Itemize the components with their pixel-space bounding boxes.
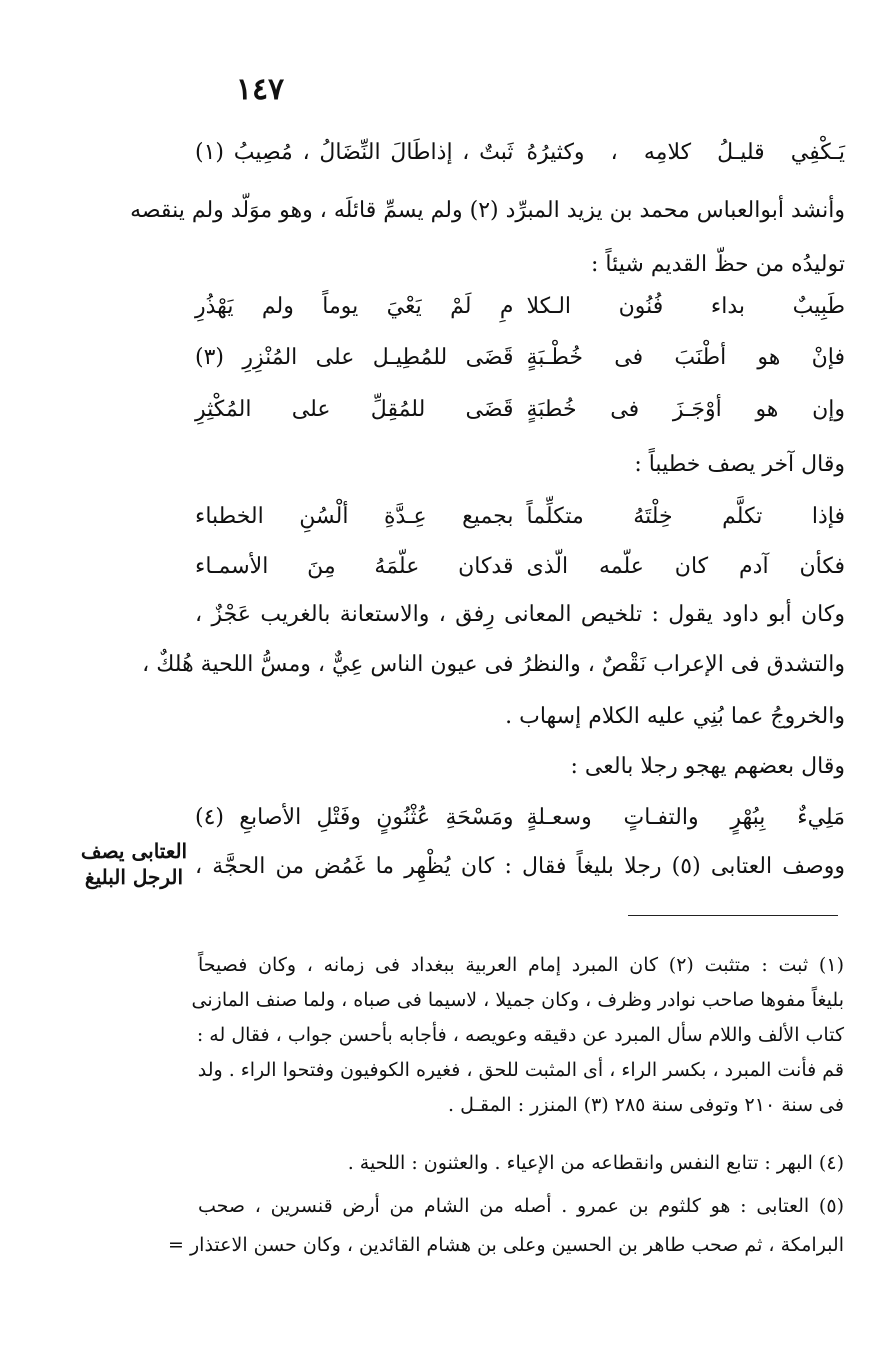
verse-line xyxy=(195,803,845,832)
footnote-line: فى سنة ٢١٠ وتوفى سنة ٢٨٥ (٣) المنزر : المقـل . xyxy=(448,1094,844,1116)
paragraph-line: وقال بعضهم يهجو رجلا بالعى : xyxy=(570,754,845,779)
margin-note-line: الرجل البليغ xyxy=(84,865,184,889)
paragraph-line: والخروجُ عما بُنِي عليه الكلام إسهاب . xyxy=(505,704,845,729)
verse-hemistich-left: ثَبتٌ ، إذاطَالَ النِّضَالُ ، مُصِيبُ (١) xyxy=(195,140,514,165)
footnote-separator xyxy=(628,915,838,916)
margin-note xyxy=(78,838,190,890)
margin-note-line: العتابى يصف xyxy=(80,839,188,863)
verse-hemistich-left: مِ لَمْ يَعْيَ يوماً ولم يَهْذُرِ xyxy=(195,294,514,319)
paragraph-line: توليدُه من حظّ القديم شيئاً : xyxy=(591,252,845,277)
verse-line xyxy=(195,502,845,531)
paragraph-line: وكان أبو داود يقول : تلخيص المعانى رِفق ، والاستعانة بالغريب عَجْزٌ ، xyxy=(195,602,845,627)
page-number: ١٤٧ xyxy=(235,72,285,107)
verse-hemistich-left: قَضَى للمُطِيـل على المُنْزِرِ (٣) xyxy=(195,345,514,370)
footnote-line: (٤) البهر : تتابع النفس وانقطاعه من الإعياء . والعثنون : اللحية . xyxy=(347,1152,844,1174)
verse-hemistich-left: قدكان علّمَهُ مِنَ الأسمـاء xyxy=(195,554,514,579)
verse-hemistich-right: يَـكْفِي قليـلُ كلامِه ، وكثيرُهُ xyxy=(526,140,845,165)
paragraph-line: وقال آخر يصف خطيباً : xyxy=(634,452,845,477)
footnote-line: (٥) العتابى : هو كلثوم بن عمرو . أصله من الشام من أرض قنسرين ، صحب xyxy=(198,1195,844,1217)
verse-hemistich-left: ومَسْحَةِ عُثْنُونٍ وفَتْلِ الأصابعِ (٤) xyxy=(195,805,514,830)
paragraph-line: وأنشد أبوالعباس محمد بن يزيد المبرِّد (٢) ولم يسمِّ قائلَه ، وهو موَلّد ولم ينقصه xyxy=(130,198,845,223)
verse-line xyxy=(195,552,845,581)
verse-hemistich-left: بجميع عِـدَّةِ ألْسُنِ الخطباء xyxy=(195,504,514,529)
paragraph-line: ووصف العتابى (٥) رجلا بليغاً فقال : كان يُظْهِر ما غَمُض من الحجَّة ، xyxy=(195,854,845,879)
verse-hemistich-right: وإن هو أوْجَـزَ فى خُطبَةٍ xyxy=(526,397,845,422)
verse-hemistich-right: فكأن آدم كان علّمه الّذى xyxy=(526,554,845,579)
verse-hemistich-right: فإنْ هو أطْنَبَ فى خُطْـبَةٍ xyxy=(526,345,845,370)
paragraph-line: والتشدق فى الإعراب نَقْصٌ ، والنظرُ فى عيون الناس عِيٌّ ، ومسُّ اللحية هُلكٌ ، xyxy=(142,652,845,677)
footnote-line: بليغاً مفوها صاحب نوادر وظرف ، وكان جميلا ، لاسيما فى صباه ، ولما صنف المازنى xyxy=(191,989,844,1011)
verse-hemistich-right: مَلِيءٌ بِبُهْرٍ والتفـاتٍ وسعـلةٍ xyxy=(526,805,845,830)
verse-line xyxy=(195,138,845,167)
footnote-line: البرامكة ، ثم صحب طاهر بن الحسين وعلى بن هشام القائدين ، وكان حسن الاعتذار = xyxy=(168,1234,844,1256)
footnote-line: (١) ثبت : متثبت (٢) كان المبرد إمام العربية ببغداد فى زمانه ، وكان فصيحاً xyxy=(198,954,844,976)
verse-hemistich-right: طَبِيبٌ بداء فُنُون الـكلا xyxy=(526,294,845,319)
verse-line xyxy=(195,292,845,321)
footnote-line: كتاب الألف واللام سأل المبرد عن دقيقه وعويصه ، فأجابه بأحسن جواب ، فقال له : xyxy=(196,1024,844,1046)
verse-line xyxy=(195,343,845,372)
footnote-line: قم فأنت المبرد ، بكسر الراء ، أى المثبت للحق ، فغيره الكوفيون وفتحوا الراء . ولد xyxy=(197,1059,844,1081)
verse-hemistich-left: قَضَى للمُقِلِّ على المُكْثِرِ xyxy=(195,397,514,422)
verse-hemistich-right: فإذا تكلَّم خِلْتَهُ متكلِّماً xyxy=(526,504,845,529)
verse-line xyxy=(195,395,845,424)
